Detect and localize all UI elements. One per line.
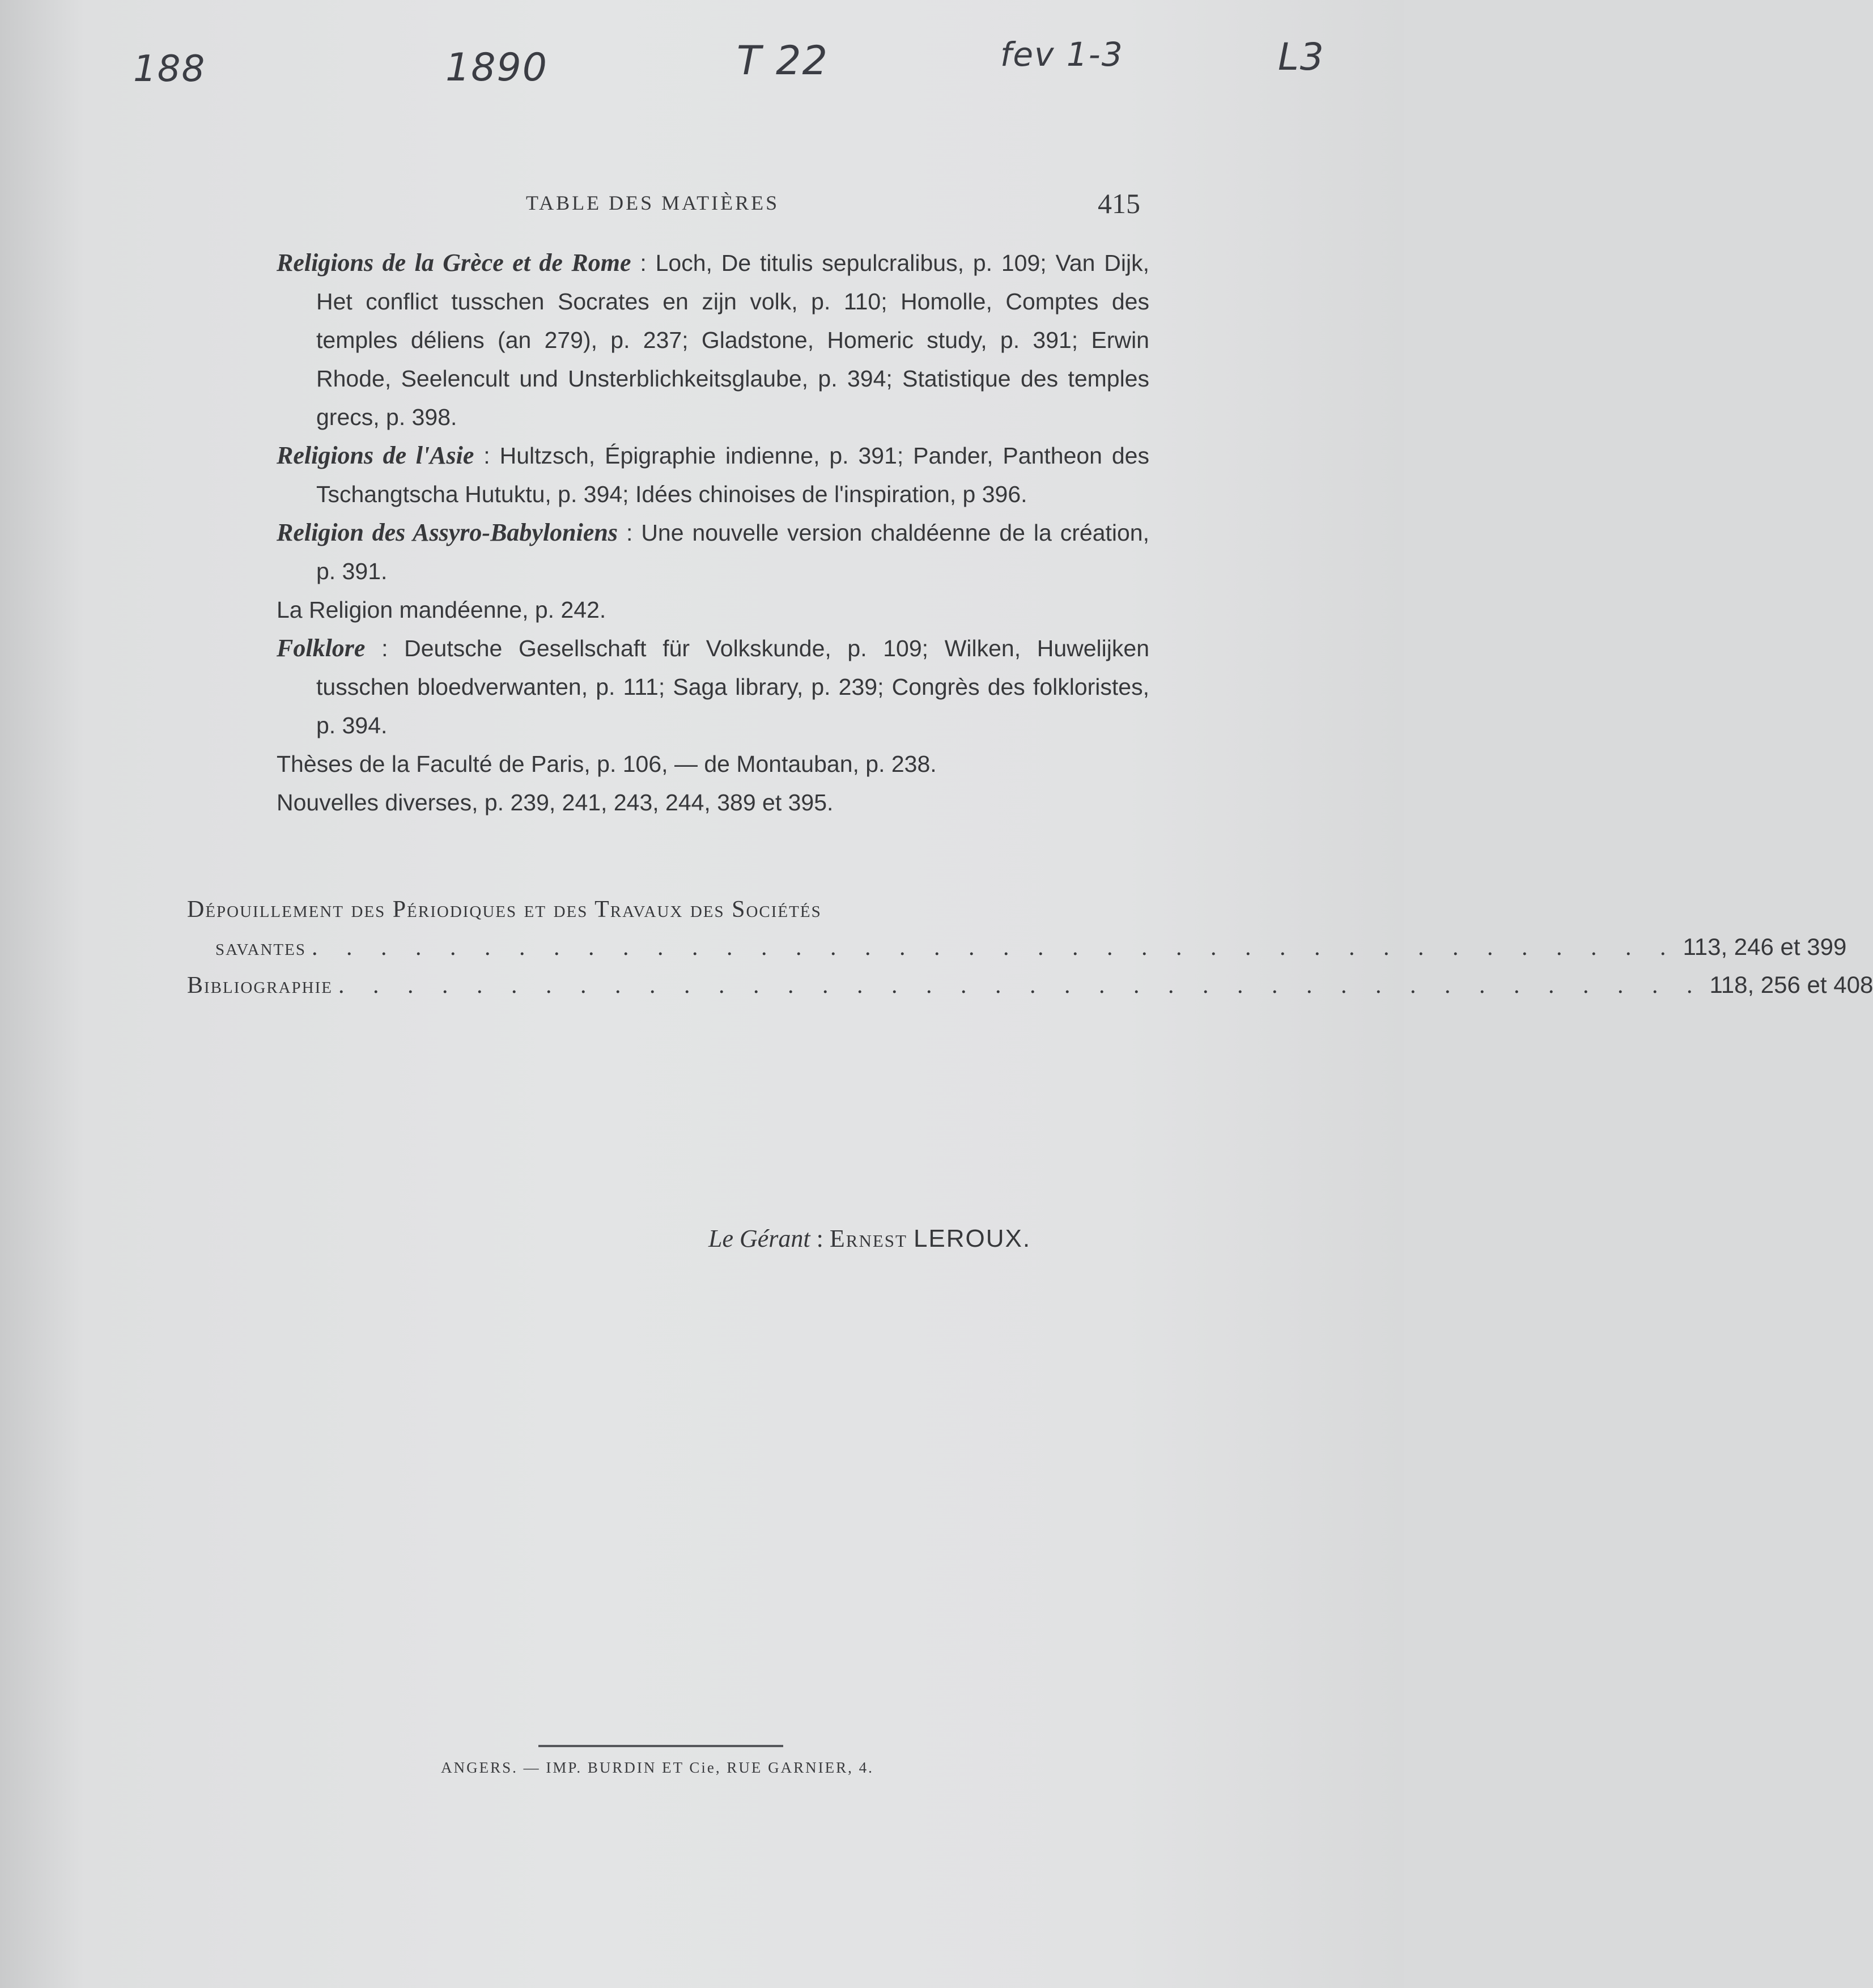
toc-entry-text: La Religion mandéenne, p. 242. (277, 597, 606, 623)
gerant-label: Le Gérant (708, 1225, 810, 1252)
bibliographie-label: Bibliographie (187, 972, 333, 999)
periodiques-heading: Dépouillement des Périodiques et des Travaux des Sociétés (187, 897, 822, 923)
gerant-separator: : (810, 1225, 830, 1252)
printer-imprint: ANGERS. — IMP. BURDIN ET Cie, RUE GARNIER, 4. (441, 1759, 874, 1776)
gerant-last-name: LEROUX. (913, 1225, 1031, 1252)
bibliographie-row (187, 966, 1873, 1004)
handwritten-note-5: L3 (1278, 35, 1325, 79)
dot-leader: . . . . . . . . . . . . . . . . . . . . . . . . . . . . . . . . . . . . . . . . (338, 972, 1704, 999)
toc-entry (277, 745, 1149, 783)
toc-entry-text: Nouvelles diverses, p. 239, 241, 243, 244, 389 et 395. (277, 789, 834, 815)
toc-entry-category: Religions de la Grèce et de Rome (277, 249, 631, 277)
gerant-signature (708, 1224, 1031, 1253)
gerant-first-name: Ernest (829, 1225, 907, 1252)
toc-entry (277, 591, 1149, 629)
dot-leader: . . . . . . . . . . . . . . . . . . . . . . . . . . . . . . . . . . . . . . . . (311, 934, 1677, 961)
page-number: 415 (1098, 188, 1140, 219)
toc-entry-text: : Deutsche Gesellschaft für Volkskunde, p. 109; Wilken, Huwelijken tusschen bloedverwanten, p. 111; Saga library, p. 239; Congrès des folkloristes, p. 394. (316, 635, 1149, 738)
toc-entry-category: Religion des Assyro-Babyloniens (277, 519, 618, 546)
bibliographie-pages: 118, 256 et 408 (1709, 971, 1873, 998)
toc-entry-text: Thèses de la Faculté de Paris, p. 106, — de Montauban, p. 238. (277, 751, 937, 777)
toc-entry (277, 513, 1149, 591)
toc-entry-text: : Loch, De titulis sepulcralibus, p. 109; Van Dijk, Het conflict tusschen Socrates en zijn volk, p. 110; Homolle, Comptes des temples déliens (an 279), p. 237; Gladstone, Homeric study, p. 391; Erwin Rhode, Seelencult und Unsterblichkeitsglaube, p. 394; Statistique des temples grecs, p. 398. (316, 250, 1149, 430)
handwritten-note-1: 188 (133, 48, 206, 90)
periodiques-pages: 113, 246 et 399 (1683, 933, 1847, 960)
toc-entry-text: : Hultzsch, Épigraphie indienne, p. 391; Pander, Pantheon des Tschangtscha Hutuktu, p. 394; Idées chinoises de l'inspiration, p 396. (316, 443, 1149, 507)
toc-entry-text: : Une nouvelle version chaldéenne de la création, p. 391. (316, 520, 1149, 584)
summary-section (187, 891, 1873, 1004)
toc-entry-category: Folklore (277, 634, 366, 662)
handwritten-note-3: T 22 (737, 37, 829, 84)
periodiques-label: savantes (215, 934, 306, 961)
toc-entry (277, 436, 1149, 513)
handwritten-note-4: fev 1-3 (1000, 35, 1124, 74)
periodiques-row (187, 928, 1847, 966)
toc-entry-category: Religions de l'Asie (277, 441, 474, 469)
toc-entry (277, 783, 1149, 822)
running-header-title: TABLE DES MATIÈRES (526, 192, 780, 214)
footer-rule (538, 1745, 783, 1747)
handwritten-note-2: 1890 (445, 45, 549, 90)
toc-entry (277, 244, 1149, 436)
toc-section (277, 244, 1149, 822)
toc-entry (277, 629, 1149, 745)
